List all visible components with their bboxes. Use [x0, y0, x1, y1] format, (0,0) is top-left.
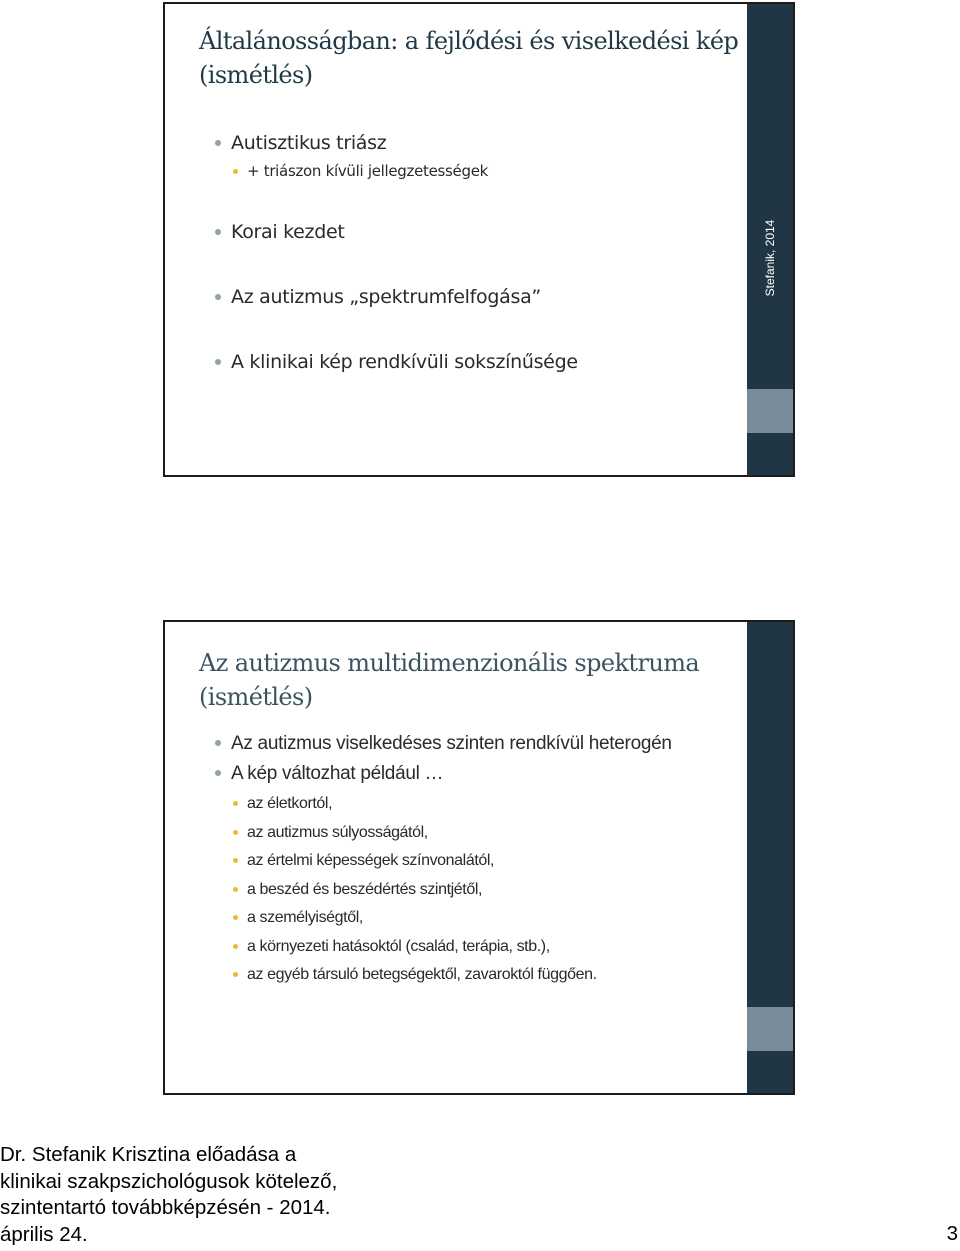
- footer-line: klinikai szakpszichológusok kötelező,: [0, 1169, 338, 1193]
- sub-bullet-item: a beszéd és beszédértés szintjétől,: [213, 876, 733, 905]
- footer-line: április 24.: [0, 1222, 88, 1246]
- page-number: 3: [946, 1222, 958, 1245]
- sidebar-accent-block: [747, 389, 793, 433]
- bullet-item: A klinikai kép rendkívüli sokszínűsége: [213, 348, 733, 376]
- bullet-item: Az autizmus „spektrumfelfogása”: [213, 283, 733, 311]
- slide-2: [163, 620, 795, 1095]
- bullet-list: [213, 730, 733, 990]
- bullet-item: A kép változhat például …: [213, 760, 733, 787]
- sidebar-author-label: Stefanik, 2014: [763, 219, 777, 297]
- slide-title: Általánosságban: a fejlődési és viselkedési kép (ismétlés): [199, 27, 739, 89]
- bullet-item: Az autizmus viselkedéses szinten rendkívül heterogén: [213, 730, 733, 757]
- sub-bullet-item: + triászon kívüli jellegzetességek: [213, 159, 733, 183]
- bullet-item: Korai kezdet: [213, 218, 733, 246]
- sub-bullet-item: az egyéb társuló betegségektől, zavaroktól függően.: [213, 961, 733, 990]
- sidebar-accent-block: [747, 1007, 793, 1051]
- bullet-list: [213, 129, 733, 376]
- sub-bullet-item: az életkortól,: [213, 790, 733, 819]
- footer-line: Dr. Stefanik Krisztina előadása a: [0, 1143, 297, 1166]
- sub-bullet-item: a környezeti hatásoktól (család, terápia, stb.),: [213, 933, 733, 962]
- footer-line: szintentartó továbbképzésén - 2014.: [0, 1196, 331, 1219]
- sub-bullet-item: az értelmi képességek színvonalától,: [213, 847, 733, 876]
- sub-bullet-item: a személyiségtől,: [213, 904, 733, 933]
- slide-title: Az autizmus multidimenzionális spektruma (ismétlés): [199, 649, 700, 711]
- slide-1: [163, 2, 795, 477]
- footer-caption: [0, 1142, 420, 1248]
- slide-sidebar: [747, 4, 793, 475]
- slide-sidebar: [747, 622, 793, 1093]
- sub-bullet-item: az autizmus súlyosságától,: [213, 819, 733, 848]
- bullet-item: Autisztikus triász: [213, 129, 733, 157]
